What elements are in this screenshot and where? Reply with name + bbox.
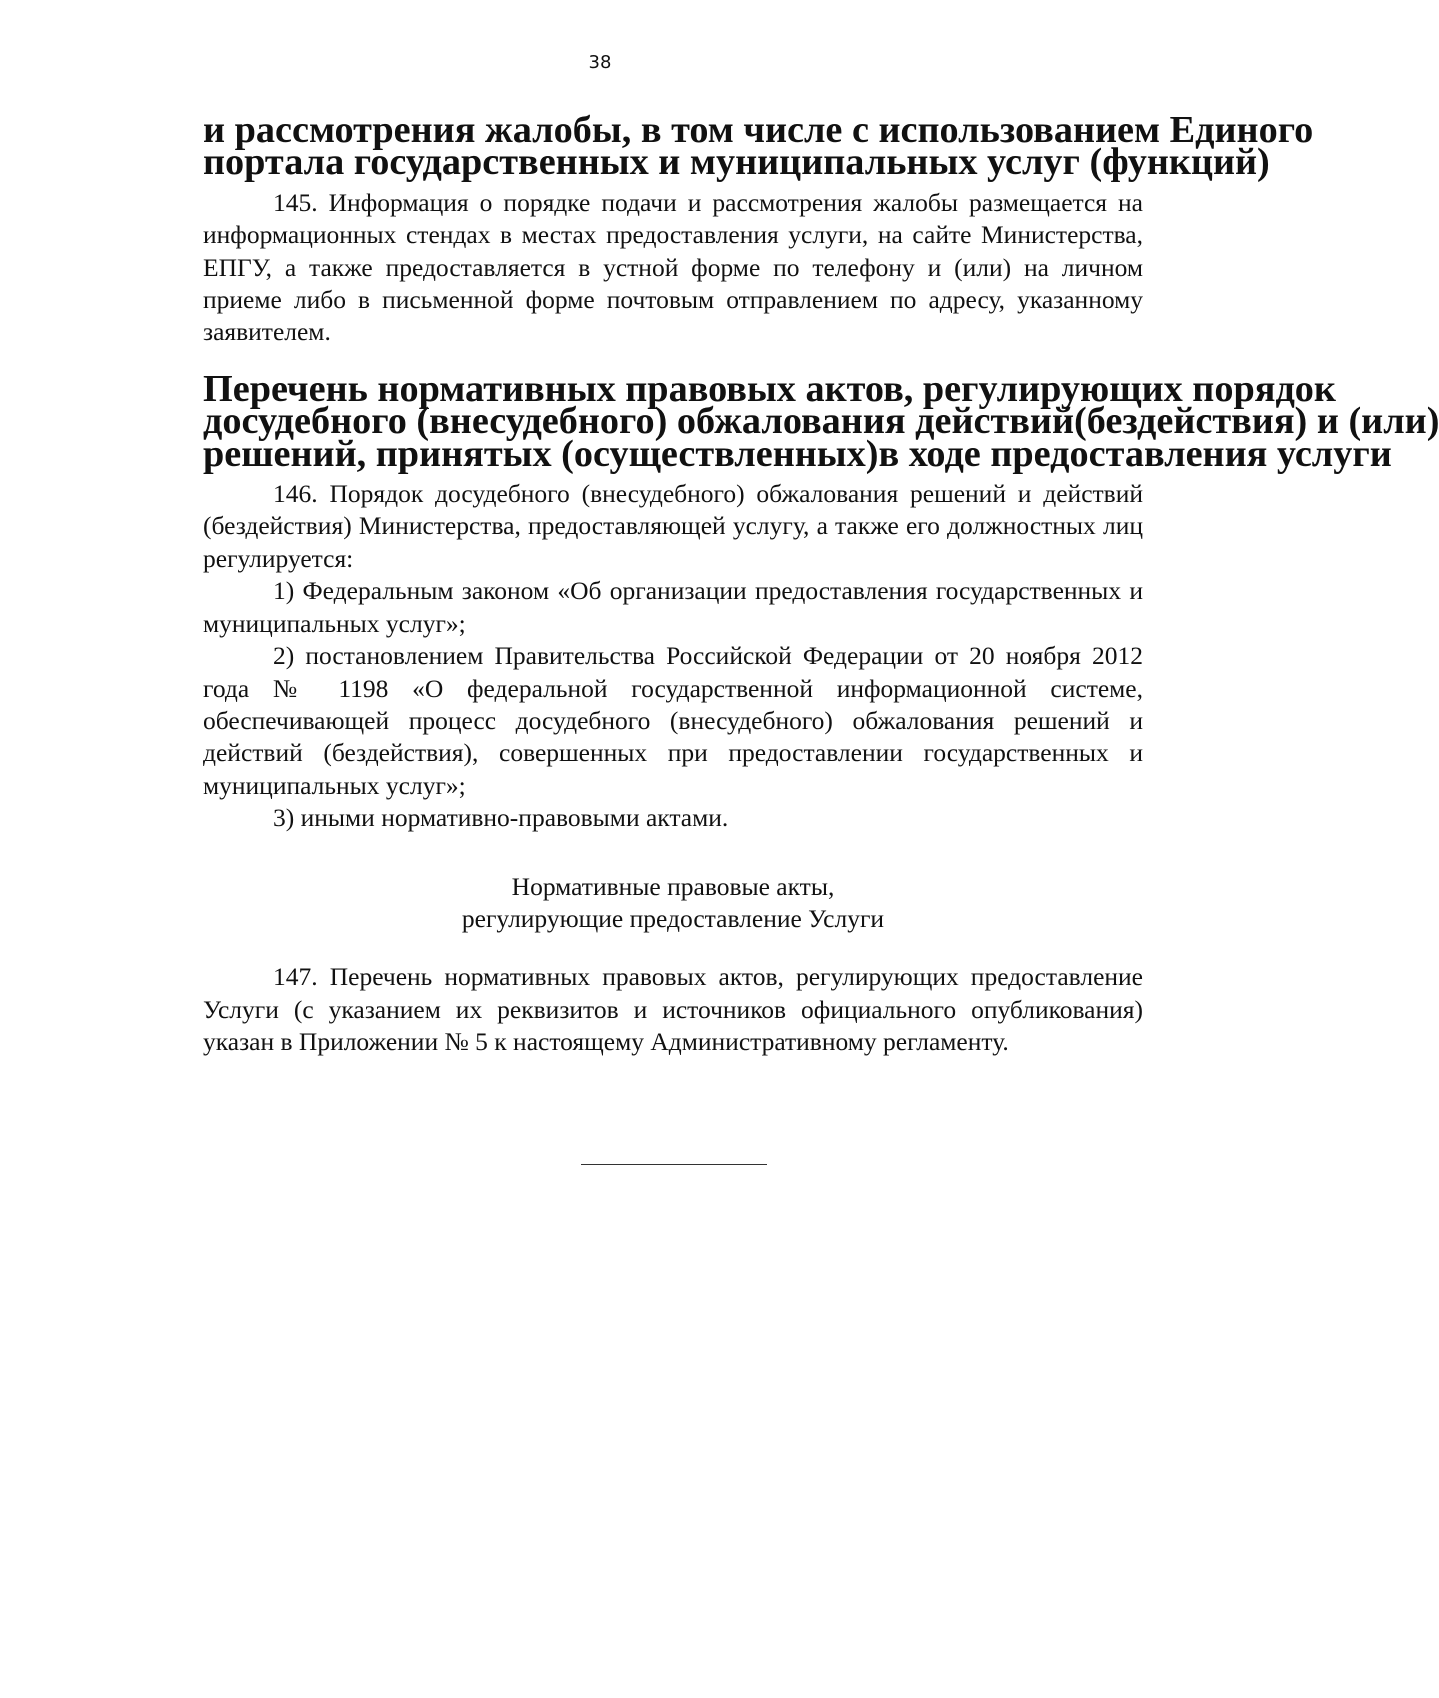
list-item-3: 3) иными нормативно-правовыми актами. bbox=[273, 803, 729, 833]
heading-line: регулирующие предоставление Услуги bbox=[461, 903, 885, 933]
section-heading-regulatory-acts bbox=[203, 871, 1143, 936]
heading-line: Перечень нормативных правовых актов, регулирующих порядок bbox=[203, 367, 1336, 410]
section-heading-legal-acts-appeal bbox=[203, 367, 1439, 475]
heading-line: и рассмотрения жалобы, в том числе с использованием Единого bbox=[203, 109, 1314, 151]
heading-line: портала государственных и муниципальных услуг (функций) bbox=[203, 141, 1270, 184]
paragraph-147: 147. Перечень нормативных правовых актов, регулирующих предоставление Услуги (с указанием их реквизитов и источников официального опубликования) указан в Приложении № 5 к настоящему Административному регламенту. bbox=[203, 962, 1143, 1057]
page-number: 38 bbox=[588, 52, 612, 73]
list-item-1: 1) Федеральным законом «Об организации предоставления государственных и муниципальных услуг»; bbox=[203, 576, 1143, 638]
heading-line: Нормативные правовые акты, bbox=[511, 871, 835, 901]
paragraph-145: 145. Информация о порядке подачи и рассмотрения жалобы размещается на информационных стендах в местах предоставления услуги, на сайте Министерства, ЕПГУ, а также предоставляется в устной форме по телефону и (или) на личном приеме либо в письменной форме почтовым отправлением по адресу, указанному заявителем. bbox=[203, 187, 1143, 347]
section-heading-complaint-consideration bbox=[203, 109, 1314, 184]
list-item-2: 2) постановлением Правительства Российской Федерации от 20 ноября 2012 года № 1198 «О федеральной государственной информационной системе, обеспечивающей процесс досудебного (внесудебного) обжалования решений и действий (бездействия), совершенных при предоставлении государственных и муниципальных услуг»; bbox=[203, 641, 1143, 800]
document-body bbox=[203, 109, 1439, 1059]
heading-line: досудебного (внесудебного) обжалования действий(бездействия) и (или) bbox=[203, 400, 1439, 443]
paragraph-146: 146. Порядок досудебного (внесудебного) обжалования решений и действий (бездействия) Министерства, предоставляющей услугу, а также его должностных лиц регулируется: bbox=[203, 479, 1143, 573]
heading-line: решений, принятых (осуществленных)в ходе предоставления услуги bbox=[203, 432, 1392, 475]
end-separator-line bbox=[581, 1164, 767, 1165]
